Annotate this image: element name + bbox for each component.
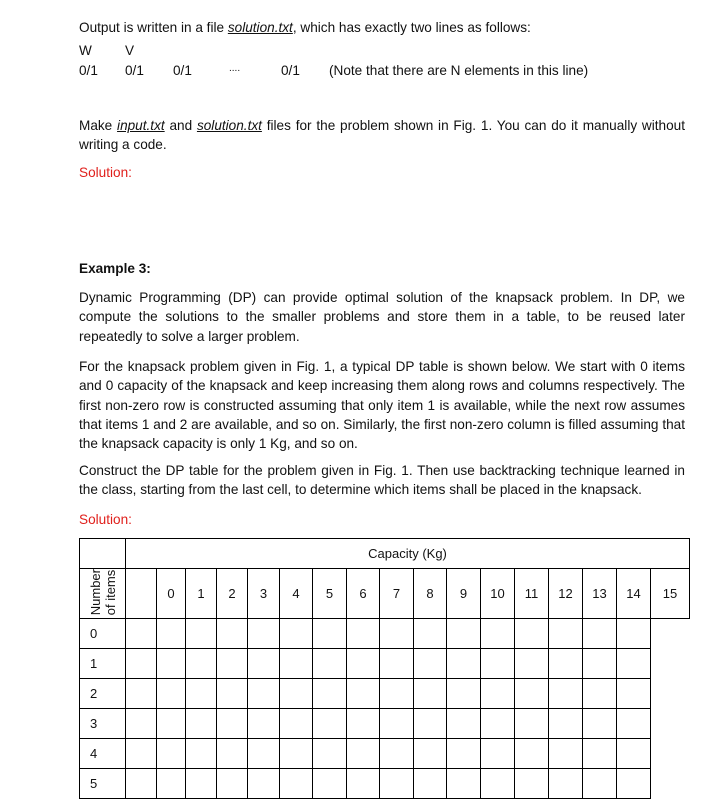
dp-cell[interactable] [186,679,217,709]
dp-cell[interactable] [515,739,549,769]
dp-cell[interactable] [217,709,248,739]
dp-cell[interactable] [515,679,549,709]
dp-cell[interactable] [313,709,347,739]
dp-cell[interactable] [313,739,347,769]
dp-cell[interactable] [447,649,481,679]
capacity-header-cell: 7 [380,569,414,619]
dp-cell[interactable] [617,739,651,769]
dp-cell[interactable] [280,619,313,649]
capacity-header-cell: 5 [313,569,347,619]
bit: 0/1 [281,63,300,78]
capacity-header-cell: 15 [651,569,690,619]
table-row [80,769,690,799]
dp-cell[interactable] [583,769,617,799]
dp-cell[interactable] [414,709,447,739]
dp-cell[interactable] [583,679,617,709]
dp-cell[interactable] [414,649,447,679]
dp-cell[interactable] [617,769,651,799]
dp-cell[interactable] [549,739,583,769]
dp-cell[interactable] [380,619,414,649]
capacity-header-cell: 2 [217,569,248,619]
dp-cell[interactable] [617,649,651,679]
dp-cell[interactable] [157,709,186,739]
dp-cell[interactable] [217,649,248,679]
capacity-header-cell: 14 [617,569,651,619]
dp-cell[interactable] [515,769,549,799]
dp-cell[interactable] [347,709,380,739]
dp-cell[interactable] [481,709,515,739]
dp-cell[interactable] [347,649,380,679]
paragraph-3: Construct the DP table for the problem given in Fig. 1. Then use backtracking technique learned in the class, starting from the last cell, to determine which items shall be placed in the knapsack. [79,463,685,498]
dp-cell[interactable] [157,619,186,649]
solution-label-2: Solution: [79,512,132,527]
dp-cell[interactable] [186,649,217,679]
dp-cell[interactable] [126,679,157,709]
format-line-2 [79,63,588,78]
dp-cell[interactable] [280,709,313,739]
dp-cell[interactable] [248,649,280,679]
item-count-cell: 4 [80,739,126,769]
dp-cell[interactable] [248,709,280,739]
dp-cell[interactable] [549,769,583,799]
item-count-cell: 0 [80,619,126,649]
capacity-header-cell: 10 [481,569,515,619]
dp-cell[interactable] [414,679,447,709]
dp-cell[interactable] [313,679,347,709]
dp-cell[interactable] [617,709,651,739]
bit: 0/1 [125,63,144,78]
dp-cell[interactable] [549,679,583,709]
capacity-header-cell: 8 [414,569,447,619]
capacity-header-cell: 4 [280,569,313,619]
dp-cell[interactable] [248,739,280,769]
dp-cell[interactable] [157,679,186,709]
dp-cell[interactable] [126,619,157,649]
dp-cell[interactable] [617,679,651,709]
dp-cell[interactable] [347,679,380,709]
item-count-cell: 3 [80,709,126,739]
ellipsis: .... [229,63,241,74]
capacity-header-cell: 3 [248,569,280,619]
dp-cell[interactable] [217,619,248,649]
dp-cell[interactable] [583,619,617,649]
dp-cell[interactable] [347,739,380,769]
dp-cell[interactable] [515,619,549,649]
dp-cell[interactable] [481,769,515,799]
dp-cell[interactable] [313,619,347,649]
dp-cell[interactable] [157,769,186,799]
table-row [80,619,690,649]
capacity-header-cell: 13 [583,569,617,619]
dp-cell[interactable] [515,709,549,739]
capacity-header-cell: 9 [447,569,481,619]
dp-cell[interactable] [217,739,248,769]
dp-cell[interactable] [248,679,280,709]
table-row [80,709,690,739]
dp-cell[interactable] [447,679,481,709]
dp-cell[interactable] [549,619,583,649]
dp-cell[interactable] [186,709,217,739]
item-count-cell: 1 [80,649,126,679]
dp-cell[interactable] [186,619,217,649]
dp-cell[interactable] [380,769,414,799]
dp-cell[interactable] [347,619,380,649]
dp-cell[interactable] [515,649,549,679]
dp-cell[interactable] [217,679,248,709]
dp-cell[interactable] [481,739,515,769]
dp-cell[interactable] [126,649,157,679]
dp-cell[interactable] [186,739,217,769]
dp-cell[interactable] [248,619,280,649]
dp-cell[interactable] [313,649,347,679]
paragraph-1: Dynamic Programming (DP) can provide optimal solution of the knapsack problem. In DP, we compute the solutions to the smaller problems and store them in a table, to be reused later repeatedly to solve a larger problem. [79,290,685,344]
item-count-cell: 2 [80,679,126,709]
dp-cell[interactable] [280,679,313,709]
dp-cell[interactable] [380,709,414,739]
solution-label-1: Solution: [79,165,132,180]
dp-cell[interactable] [217,769,248,799]
table-row [80,649,690,679]
dp-cell[interactable] [280,739,313,769]
dp-cell[interactable] [414,769,447,799]
dp-cell[interactable] [186,769,217,799]
items-header: Number of items [87,569,118,616]
dp-cell[interactable] [280,769,313,799]
dp-cell[interactable] [380,739,414,769]
format-line-1 [79,43,134,58]
example-title: Example 3: [79,261,151,276]
dp-cell[interactable] [126,709,157,739]
capacity-header-cell: 0 [157,569,186,619]
dp-cell[interactable] [481,649,515,679]
item-count-cell: 5 [80,769,126,799]
dp-table [79,538,690,799]
dp-cell[interactable] [414,739,447,769]
dp-cell[interactable] [248,769,280,799]
format-note: (Note that there are N elements in this line) [329,63,589,78]
table-row [80,739,690,769]
dp-cell[interactable] [583,649,617,679]
dp-cell[interactable] [549,649,583,679]
dp-cell[interactable] [549,709,583,739]
dp-cell[interactable] [280,649,313,679]
capacity-header-cell: 11 [515,569,549,619]
task-text: Make input.txt and solution.txt files for the problem shown in Fig. 1. You can do it manually without writing a code. [79,118,685,153]
items-header-cell [80,569,126,619]
dp-cell[interactable] [414,619,447,649]
dp-cell[interactable] [380,679,414,709]
capacity-header-cell: 12 [549,569,583,619]
dp-cell[interactable] [347,769,380,799]
capacity-header-cell: 1 [186,569,217,619]
capacity-header-cell: 6 [347,569,380,619]
bit: 0/1 [79,63,98,78]
dp-cell[interactable] [583,709,617,739]
capacity-header: Capacity (Kg) [126,539,690,569]
table-row [80,679,690,709]
dp-cell[interactable] [447,709,481,739]
intro-text: Output is written in a file solution.txt, which has exactly two lines as follows: [79,20,531,35]
dp-cell[interactable] [380,649,414,679]
dp-cell[interactable] [157,649,186,679]
dp-cell[interactable] [447,739,481,769]
dp-cell[interactable] [583,739,617,769]
paragraph-2: For the knapsack problem given in Fig. 1, a typical DP table is shown below. We start with 0 items and 0 capacity of the knapsack and keep increasing them along rows and columns respectively. The first non-zero row is constructed assuming that only item 1 is available, while the next row assumes that items 1 and 2 are available, and so on. Similarly, the first non-zero column is filled assuming that the knapsack capacity is only 1 Kg, and so on. [79,359,685,452]
dp-cell[interactable] [157,739,186,769]
dp-cell[interactable] [126,769,157,799]
dp-cell[interactable] [126,739,157,769]
dp-cell[interactable] [313,769,347,799]
dp-cell[interactable] [617,619,651,649]
dp-cell[interactable] [481,679,515,709]
dp-cell[interactable] [481,619,515,649]
dp-cell[interactable] [447,769,481,799]
dp-cell[interactable] [447,619,481,649]
w-label: W [79,43,92,58]
v-label: V [125,43,135,58]
bit: 0/1 [173,63,192,78]
